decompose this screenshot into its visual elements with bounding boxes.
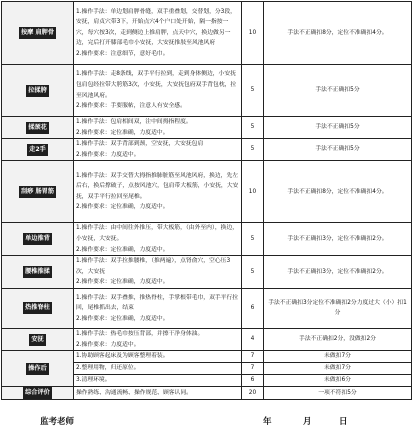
- item-name-cell: [2, 161, 74, 223]
- item-score: 5: [242, 65, 264, 117]
- item-name: 拉揉胯: [26, 85, 49, 97]
- item-name-cell: [2, 256, 74, 289]
- closing-criteria: 未做扣7分: [264, 351, 412, 363]
- closing-content: 2.整理用物，归还原位。: [74, 363, 242, 375]
- item-criteria: 手法不正确扣5分: [264, 139, 412, 161]
- item-name-cell: [2, 65, 74, 117]
- table-row: [2, 117, 412, 139]
- item-criteria: 手法不正确扣8分，定位不准确扣4分。: [264, 161, 412, 223]
- signature-footer: [0, 413, 413, 429]
- overall-title: 综合评价: [23, 387, 52, 399]
- item-content: 1.操作手法：热毛巾按压背部，并擦干净身体油。 2.操作要求：力度适中。: [74, 328, 242, 350]
- table-row: [2, 161, 412, 223]
- closing-content: 3.清理环境。: [74, 375, 242, 387]
- table-row: [2, 387, 412, 400]
- item-content: 1.操作手法：双手背部到颈，空安抚，大安抚包肩 2.操作要求：力度适中。: [74, 139, 242, 161]
- item-score: 4: [242, 328, 264, 350]
- item-criteria: 手法不正确扣5分: [264, 65, 412, 117]
- item-score: 10: [242, 161, 264, 223]
- item-name: 揉颈花: [26, 122, 49, 134]
- overall-criteria: 一项不符扣5分: [264, 387, 412, 400]
- item-name: 热推脊柱: [23, 302, 52, 314]
- table-row: [2, 288, 412, 328]
- item-content: 1.操作手法：双手叠推，推热脊柱，手掌根带毛巾，双手平行拉回，尾椎抓出去，结束 2.操作要求：定位准确，力度适中。: [74, 288, 242, 328]
- table-row: [2, 223, 412, 256]
- closing-content: 1.协助顾客起床及为顾客整理着装。: [74, 351, 242, 363]
- closing-criteria: 未做扣6分: [264, 375, 412, 387]
- item-content: 1.操作手法：走8条线，双手平行拉到，走到身体侧边，小安抚包肩包经拉带大胯筋3次，小安抚，大安抚包府双手背包枕，拉至风池风府。 2.操作要求：手要服帖，注意人有安全感。: [74, 65, 242, 117]
- scoring-table: [1, 1, 412, 400]
- item-score: 5: [242, 139, 264, 161]
- overall-score: 20: [242, 387, 264, 400]
- closing-group-cell: [2, 351, 74, 387]
- item-criteria: 手法不正确扣8分，定位不准确扣4分。: [264, 2, 412, 65]
- closing-score: 7: [242, 363, 264, 375]
- day-label: 日: [339, 417, 348, 427]
- item-name: 按摩 肩胛骨: [19, 27, 56, 39]
- table-row: [2, 139, 412, 161]
- table-row: [2, 2, 412, 65]
- item-name-cell: [2, 328, 74, 350]
- item-score: 5: [242, 223, 264, 256]
- table-row: [2, 328, 412, 350]
- item-name-cell: [2, 2, 74, 65]
- item-content: 1.操作手法：双手交替大拇指推肺脏筋至风池风府，换边，先左后右，换后撑破子，点按风池穴，包肩带大板筋，小安抚，大安抚，双手平行拉回至尾椎。 2.操作要求：定位准确，力度适中。: [74, 161, 242, 223]
- overall-name-cell: [2, 387, 74, 400]
- item-name-cell: [2, 139, 74, 161]
- item-content: 1.操作手法：双手拉推腰椎，（推两遍），点肾俞穴，空心压3次，大安抚 2.操作要求：定位准确，力度适中。: [74, 256, 242, 289]
- item-score: 5: [242, 117, 264, 139]
- item-content: 1.操作手法：包肩相间双，注中间拇指程度。 2.操作要求：定位准确，力度适中。: [74, 117, 242, 139]
- item-name: 走2手: [27, 144, 48, 156]
- item-name: 刮痧 肠胃筋: [19, 186, 56, 198]
- table-row: [2, 256, 412, 289]
- item-name-cell: [2, 223, 74, 256]
- closing-score: 7: [242, 351, 264, 363]
- item-criteria: 手法不正确扣3分定位不准确扣2分力度过大（小）扣1分: [264, 288, 412, 328]
- item-name: 单边推背: [23, 233, 52, 245]
- item-criteria: 手法不正确扣3分，定位不准确扣2分。: [264, 256, 412, 289]
- item-content: 1.操作手法：由中间往外推压，带大板筋，（由外至内），换边，小安抚，大安抚。 2.操作要求：定位准确，力度适中。: [74, 223, 242, 256]
- closing-criteria: 未做扣7分: [264, 363, 412, 375]
- table-row: [2, 351, 412, 363]
- closing-score: 6: [242, 375, 264, 387]
- overall-content: 操作熟练、沟通流畅、操作规范、顾客认同。: [74, 387, 242, 400]
- examiner-label: 监考老师: [40, 417, 75, 427]
- item-criteria: 手法不正确扣3分，定位不准确扣2分。: [264, 223, 412, 256]
- item-name: 腰椎推揉: [23, 266, 52, 278]
- item-score: 6: [242, 288, 264, 328]
- item-criteria: 手法不正确扣2分，没做扣2分: [264, 328, 412, 350]
- table-row: [2, 65, 412, 117]
- year-label: 年: [263, 417, 272, 427]
- item-name: 安抚: [29, 334, 45, 346]
- item-criteria: 手法不正确扣5分: [264, 117, 412, 139]
- item-content: 1.操作手法：单边划肩胛骨缝，双手重叠划，交替划，分3段，安抚，肩贞穴带3下，开始点穴4个户口处开始，隔一指按一穴，每穴按3次，走到侧边上推肩胛，点天中穴，换边做另一边，完后打开膝部毛巾小安抚，大安抚推肢至风池风府 2.操作要求：注意细节，意好毛巾。: [74, 2, 242, 65]
- item-score: 5: [242, 256, 264, 289]
- item-name-cell: [2, 288, 74, 328]
- item-name-cell: [2, 117, 74, 139]
- item-score: 10: [242, 2, 264, 65]
- month-label: 月: [303, 417, 312, 427]
- closing-title: 操作后: [26, 363, 49, 375]
